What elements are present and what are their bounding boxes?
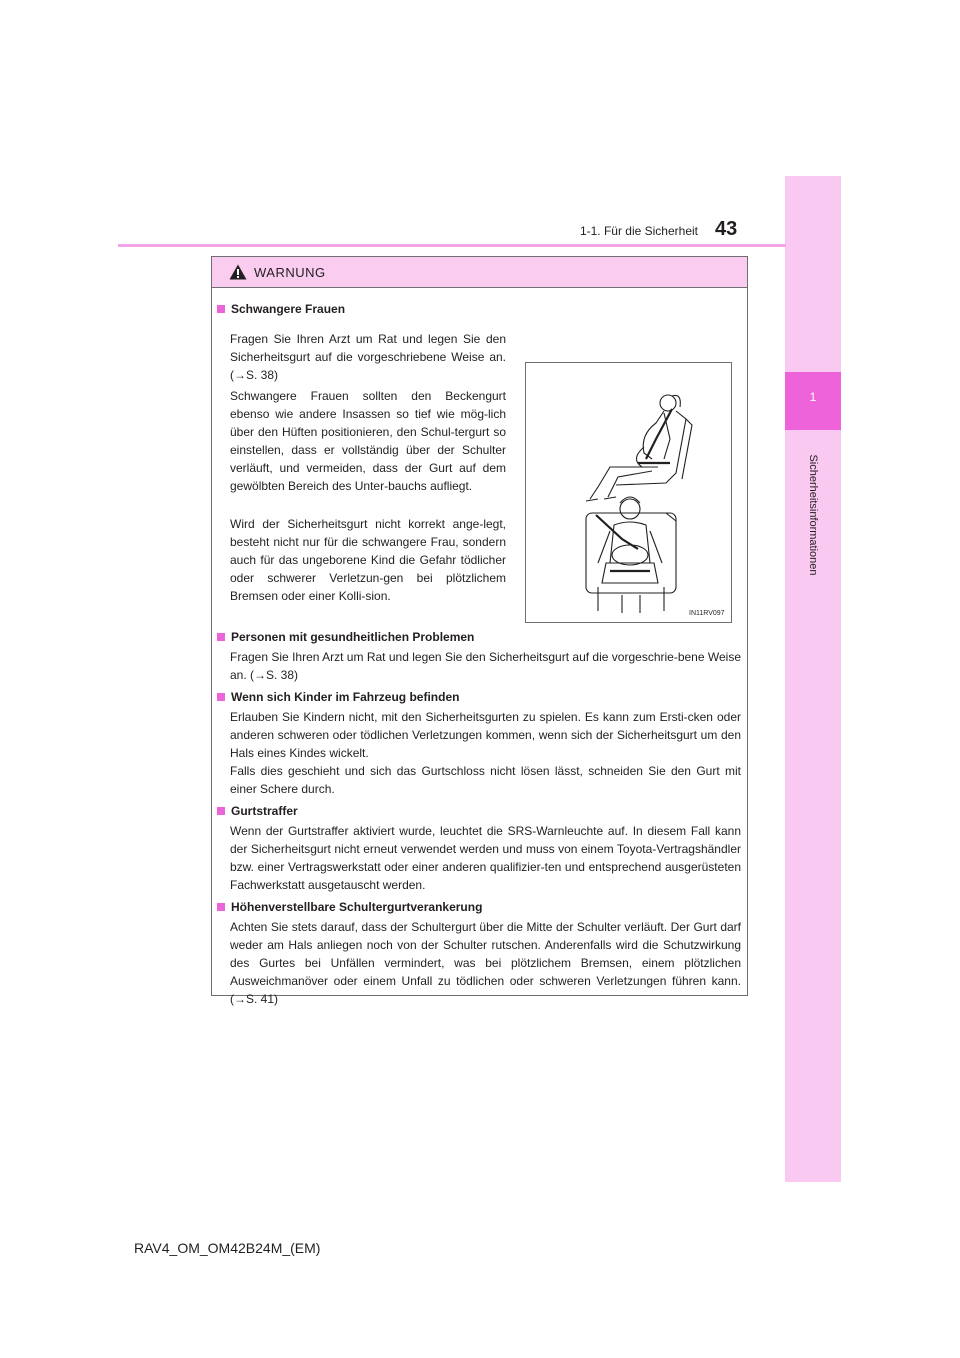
paragraph: Wenn der Gurtstraffer aktiviert wurde, leuchtet die SRS-Warnleuchte auf. In diesem Fall kann der Sicherheitsgurt nicht erneut verwendet werden und muss von einem Toyota-Vertragshändler bzw. einer Vertragswerkstatt oder einer anderen qualifizier-ten und entsprechend ausgerüsteten Fachwerkstatt ausgetauscht werden. <box>230 824 741 892</box>
square-bullet-icon <box>217 633 225 641</box>
paragraph: Achten Sie stets darauf, dass der Schultergurt über die Mitte der Schulter verläuft. Der Gurt darf weder am Hals anliegen noch von der Schulter rutschen. Anderenfalls wird die Schutzwirkung des Gurtes bei Unfällen vermindert, was bei plötzlichem Bremsen, einem plötzlichen Ausweichmanöver oder einem Unfall zu tödlichen oder schweren Verletzungen führen kann. (→S. 41) <box>230 920 741 1006</box>
section-heading: Personen mit gesundheitlichen Problemen <box>217 630 474 644</box>
square-bullet-icon <box>217 305 225 313</box>
square-bullet-icon <box>217 693 225 701</box>
warning-header <box>212 257 747 288</box>
seatbelt-illustration-icon <box>526 363 731 622</box>
paragraph: Schwangere Frauen sollten den Beckengurt ebenso wie andere Insassen so tief wie mög-lich über den Hüften positionieren, den Schul-tergurt so einstellen, dass er vollständig über der Schulter verläuft, und vermeiden, dass der Gurt auf dem gewölbten Bereich des Unter-bauchs aufliegt. <box>230 389 506 493</box>
paragraph: Fragen Sie Ihren Arzt um Rat und legen Sie den Sicherheitsgurt auf die vorgeschriebene Weise an. (→S. 38) <box>230 332 506 382</box>
warning-triangle-icon <box>229 264 247 280</box>
warning-title: WARNUNG <box>254 265 326 280</box>
section-heading: Höhenverstellbare Schultergurtverankerung <box>217 900 482 914</box>
section-title: 1-1. Für die Sicherheit <box>579 224 698 238</box>
paragraph: Fragen Sie Ihren Arzt um Rat und legen Sie den Sicherheitsgurt auf die vorgeschrie-bene Weise an. (→S. 38) <box>230 650 741 682</box>
page-number: 43 <box>715 218 738 240</box>
chapter-side-tab <box>785 176 841 1182</box>
warning-box <box>211 256 748 1006</box>
paragraph: Falls dies geschieht und sich das Gurtschloss nicht lösen lässt, schneiden Sie den Gurt mit einer Schere durch. <box>230 764 741 796</box>
document-code: RAV4_OM_OM42B24M_(EM) <box>134 1240 321 1256</box>
figure-code: IN11RV097 <box>689 610 725 617</box>
square-bullet-icon <box>217 807 225 815</box>
header-rule <box>118 244 786 247</box>
section-heading: Gurtstraffer <box>217 804 298 818</box>
pregnant-woman-seatbelt-illustration <box>525 362 732 623</box>
square-bullet-icon <box>217 903 225 911</box>
paragraph: Wird der Sicherheitsgurt nicht korrekt ange-legt, besteht nicht nur für die schwangere Frau, sondern auch für das ungeborene Kind die Gefahr tödlicher oder schwerer Verletzun-gen bei plötzlichem Bremsen oder einer Kolli-sion. <box>230 517 506 603</box>
section-heading: Schwangere Frauen <box>217 302 345 316</box>
chapter-label: Sicherheitsinformationen <box>807 454 819 576</box>
section-heading: Wenn sich Kinder im Fahrzeug befinden <box>217 690 459 704</box>
paragraph: Erlauben Sie Kindern nicht, mit den Sicherheitsgurten zu spielen. Es kann zum Ersti-cken oder anderen schweren oder tödlichen Verletzungen kommen, wenn sich der Sicherheitsgurt um den Hals eines Kindes wickelt. <box>230 710 741 760</box>
chapter-number: 1 <box>809 390 817 404</box>
